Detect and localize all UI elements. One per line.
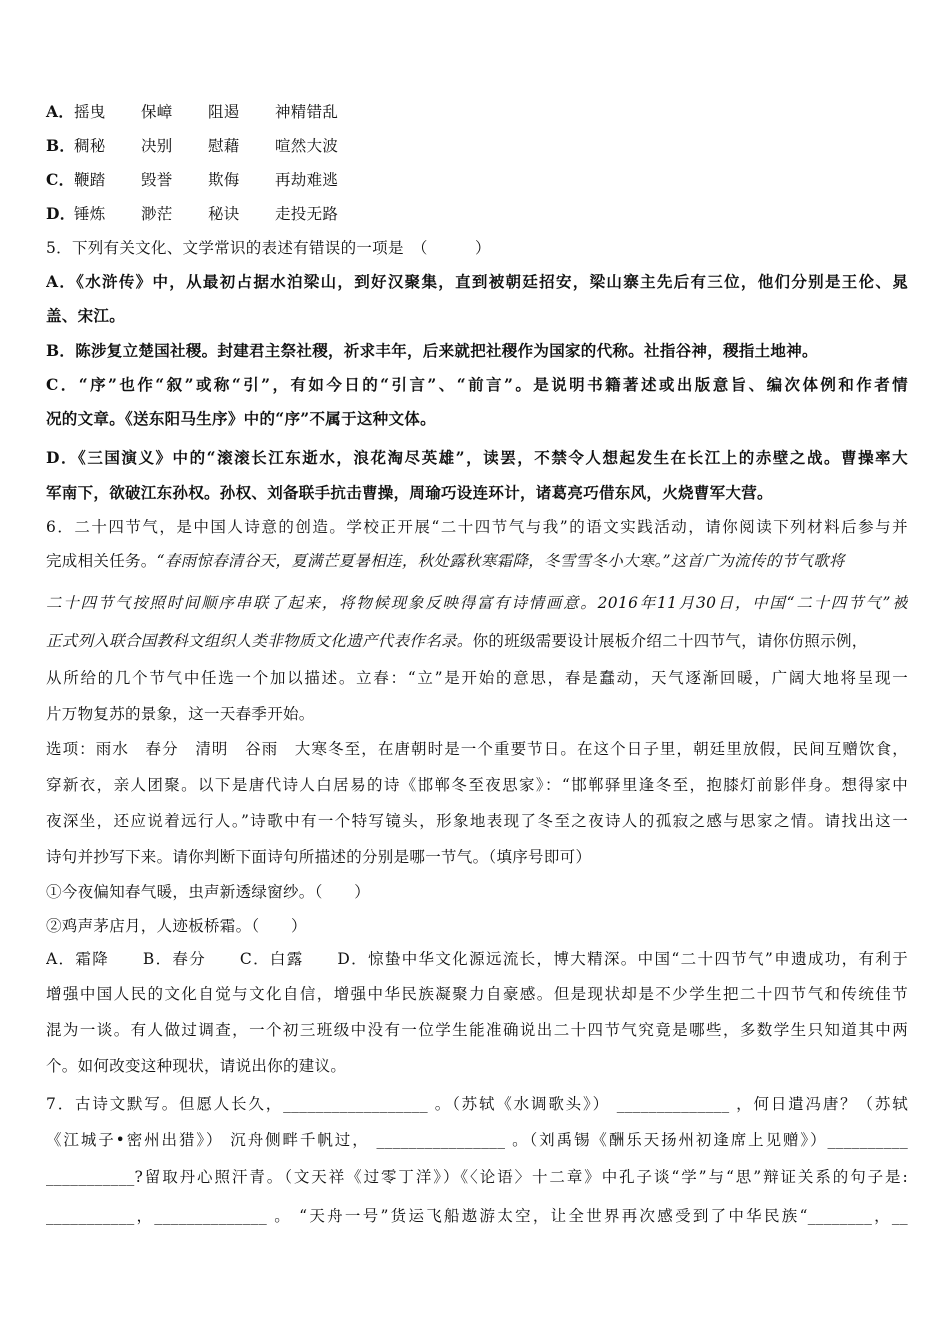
q6-line6: 片万物复苏的景象，这一天春季开始。 — [46, 705, 315, 723]
option-letter: D． — [46, 204, 76, 223]
option-word: 稠秘 — [74, 137, 106, 155]
option-word: 阻遏 — [208, 103, 240, 121]
q7-line2: 《江城子•密州出猎》） 沉舟侧畔千帆过， ________________ 。（刘禹锡《酬乐天扬州初逢席上见赠》）__________ — [46, 1131, 908, 1149]
q5-option-a-line1: A．《水浒传》中，从最初占据水泊梁山，到好汉聚集，直到被朝廷招安，梁山寨主先后有三位，他们分别是王伦、晁 — [46, 272, 908, 291]
q5-stem: 5．下列有关文化、文学常识的表述有错误的一项是 （ ） — [46, 239, 491, 257]
option-word: 保嶂 — [141, 103, 173, 121]
option-word: 毁誉 — [141, 171, 173, 189]
q7-line1: 7．古诗文默写。但愿人长久，__________________ 。（苏轼《水调歌头》） ______________ ，何日遣冯唐？（苏轼 — [46, 1095, 908, 1113]
q6-line14: 增强中国人民的文化自觉与文化自信，增强中华民族凝聚力自豪感。但是现状却是不少学生把二十四节气和传统佳节 — [46, 985, 908, 1003]
option-letter: B． — [46, 136, 76, 155]
q6-song-quote: “春雨惊春清谷天，夏满芒夏暑相连，秋处露秋寒霜降，冬雪雪冬小大寒。”这首广为流传的节气歌将 — [156, 552, 845, 570]
option-letter: C． — [46, 170, 75, 189]
option-word: 鞭踏 — [74, 171, 106, 189]
q5-option-c-line1: C．“序”也作“叙”或称“引”，有如今日的“引言”、“前言”。是说明书籍著述或出版意旨、编次体例和作者情 — [46, 375, 908, 394]
q6-line9: 夜深坐，还应说着远行人。”诗歌中有一个特写镜头，形象地表现了冬至之夜诗人的孤寂之感与思家之情。请找出这一 — [46, 812, 908, 830]
q6-line5: 从所给的几个节气中任选一个加以描述。立春：“立”是开始的意思，春是蠢动，天气逐渐回暖，广阔大地将呈现一 — [46, 669, 908, 687]
option-word: 走投无路 — [275, 205, 339, 223]
q6-line10: 诗句并抄写下来。请你判断下面诗句所描述的分别是哪一节气。（填序号即可） — [46, 848, 592, 866]
option-word: 锤炼 — [74, 205, 106, 223]
option-word: 决别 — [141, 137, 173, 155]
option-word: 神精错乱 — [275, 103, 339, 121]
q6-line7: 选项：雨水 春分 清明 谷雨 大寒冬至，在唐朝时是一个重要节日。在这个日子里，朝廷里放假，民间互赠饮食， — [46, 740, 908, 758]
q5-option-a-line2: 盖、宋江。 — [46, 306, 126, 325]
q6-line15: 混为一谈。有人做过调查，一个初三班级中没有一位学生能准确说出二十四节气究竟是哪些，多数学生只知道其中两 — [46, 1021, 908, 1039]
option-word: 再劫难逃 — [275, 171, 339, 189]
q6-line4-b: 你的班级需要设计展板介绍二十四节气，请你仿照示例， — [472, 632, 868, 650]
q6-line8: 穿新衣，亲人团聚。以下是唐代诗人白居易的诗《邯郸冬至夜思家》：“邯郸驿里逢冬至，抱膝灯前影伴身。想得家中 — [46, 776, 908, 794]
option-word: 渺茫 — [141, 205, 173, 223]
q7-line3: ___________?留取丹心照汗青。（文天祥《过零丁洋》）《〈论语〉十二章》中孔子谈“学”与“思”辩证关系的句子是: — [46, 1168, 908, 1186]
q5-option-c-line2: 况的文章。《送东阳马生序》中的“序”不属于这种文体。 — [46, 409, 436, 428]
q4-option-a — [46, 101, 908, 123]
q6-line12: ②鸡声茅店月，人迹板桥霜。（ ） — [46, 917, 307, 935]
q4-option-c — [46, 169, 908, 191]
q5-option-d-line2: 军南下，欲破江东孙权。孙权、刘备联手抗击曹操，周瑜巧设连环计，诸葛亮巧借东风，火烧曹军大营。 — [46, 483, 773, 502]
option-word: 欺侮 — [208, 171, 240, 189]
option-word: 秘诀 — [208, 205, 240, 223]
q4-option-b — [46, 135, 908, 157]
q6-line13: A．霜降 B．春分 C．白露 D．惊蛰中华文化源远流长，博大精深。中国“二十四节气”申遗成功，有利于 — [46, 950, 908, 968]
option-letter: A． — [46, 102, 75, 121]
option-word: 摇曳 — [74, 103, 106, 121]
q6-line11: ①今夜偏知春气暖，虫声新透绿窗纱。（ ） — [46, 883, 371, 901]
q6-line3: 二十四节气按照时间顺序串联了起来，将物候现象反映得富有诗情画意。2016年11月30日，中国“二十四节气”被 — [46, 594, 908, 612]
q6-line1: 6．二十四节气，是中国人诗意的创造。学校正开展“二十四节气与我”的语文实践活动，请你阅读下列材料后参与并 — [46, 518, 908, 536]
q5-option-d-line1: D．《三国演义》中的“滚滚长江东逝水，浪花淘尽英雄”，读罢，不禁令人想起发生在长江上的赤壁之战。曹操率大 — [46, 448, 908, 467]
option-word: 慰藉 — [208, 137, 240, 155]
q6-line4 — [46, 630, 908, 652]
q7-line4: ___________，______________ 。 “天舟一号”货运飞船遨游太空，让全世界再次感受到了中华民族“________，__ — [46, 1207, 908, 1225]
q6-line4-a: 正式列入联合国教科文组织人类非物质文化遗产代表作名录。 — [46, 632, 473, 650]
option-word: 喧然大波 — [275, 137, 339, 155]
q6-line16: 个。如何改变这种现状，请说出你的建议。 — [46, 1057, 347, 1075]
q6-line2 — [46, 550, 908, 572]
q4-option-d — [46, 203, 908, 225]
q6-line2-a: 完成相关任务。 — [46, 552, 157, 570]
q5-option-b: B．陈涉复立楚国社稷。封建君主祭社稷，祈求丰年，后来就把社稷作为国家的代称。社指谷神，稷指土地神。 — [46, 341, 818, 360]
